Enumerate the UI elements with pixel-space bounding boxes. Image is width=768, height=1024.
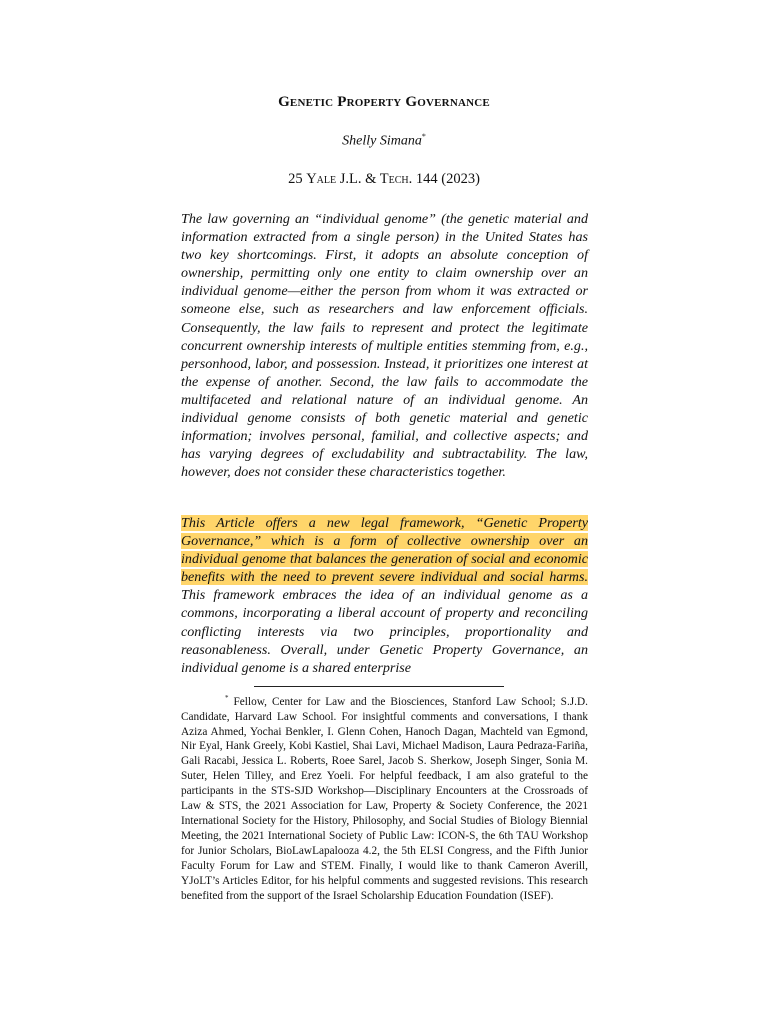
citation-rest: 144 (2023): [415, 171, 480, 187]
abstract-paragraph-1: The law governing an “individual genome” (the genetic material and information extracted from a single person) in the United States has two key shortcomings. First, it adopts an absolute conception of ownership, permitting only one entity to claim ownership over an individual genome—either the person from whom it was extracted or someone else, such as researchers and law enforcement officials. Consequently, the law fails to represent and protect the legitimate concurrent ownership interests of multiple entities stemming from, e.g., personhood, labor, and possession. Instead, it prioritizes one interest at the expense of another. Second, the law fails to accommodate the multifaceted and relational nature of an individual genome. An individual genome consists of both genetic material and genetic information; involves personal, familial, and collective aspects; and has varying degrees of excludability and subtractability. The law, however, does not consider these characteristics together.: [181, 211, 588, 481]
author-name: Shelly Simana: [342, 133, 422, 149]
author-footnote-mark[interactable]: *: [421, 132, 426, 141]
author-line: [0, 132, 768, 150]
citation-journal: Yale J.L. & Tech.: [306, 171, 413, 187]
footnote: [181, 691, 588, 903]
footnote-text: Fellow, Center for Law and the Biosciences, Stanford Law School; S.J.D. Candidate, Harvard Law School. For insightful comments and conversations, I thank Aziza Ahmed, Yochai Benkler, I. Glenn Cohen, Hanoch Dagan, Machteld van Egmond, Nir Eyal, Hank Greely, Kobi Kastiel, Shai Lavi, Michael Madison, Laura Pedraza-Fariña, Gali Racabi, Jessica L. Roberts, Roee Sarel, Jacob S. Sherkow, Joseph Singer, Sonia M. Suter, Helen Tilley, and Erez Yoeli. For helpful feedback, I am also grateful to the participants in the STS-SJD Workshop—Disciplinary Encounters at the Crossroads of Law & STS, the 2021 Association for Law, Property & Society Conference, the 2021 International Society for the History, Philosophy, and Social Studies of Biology Biennial Meeting, the 2021 International Society of Public Law: ICON-S, the 6th TAU Workshop for Junior Scholars, BioLawLapalooza 4.2, the 5th ELSI Congress, and the Fifth Junior Faculty Forum for Law and STEM. Finally, I would like to thank Cameron Averill, YJoLT’s Articles Editor, for his helpful comments and suggested revisions. This research benefited from the support of the Israel Scholarship Education Foundation (ISEF).: [181, 695, 588, 902]
abstract-paragraph-2: [181, 514, 588, 677]
highlighted-text[interactable]: This Article offers a new legal framework, “Genetic Property Governance,” which is a form of collective ownership over an individual genome that balances the generation of social and economic benefits with the need to prevent severe individual and social harms.: [181, 515, 588, 586]
footnote-divider: [254, 686, 504, 687]
citation-line: [0, 171, 768, 188]
article-title: Genetic Property Governance: [278, 94, 490, 110]
citation-volume: 25: [288, 171, 303, 187]
footnote-mark: *: [225, 694, 229, 702]
abstract-paragraph-2-rest: This framework embraces the idea of an individual genome as a commons, incorporating a liberal account of property and reconciling conflicting interests via two principles, proportionality and reasonableness. Overall, under Genetic Property Governance, an individual genome is a shared enterprise: [181, 587, 588, 676]
